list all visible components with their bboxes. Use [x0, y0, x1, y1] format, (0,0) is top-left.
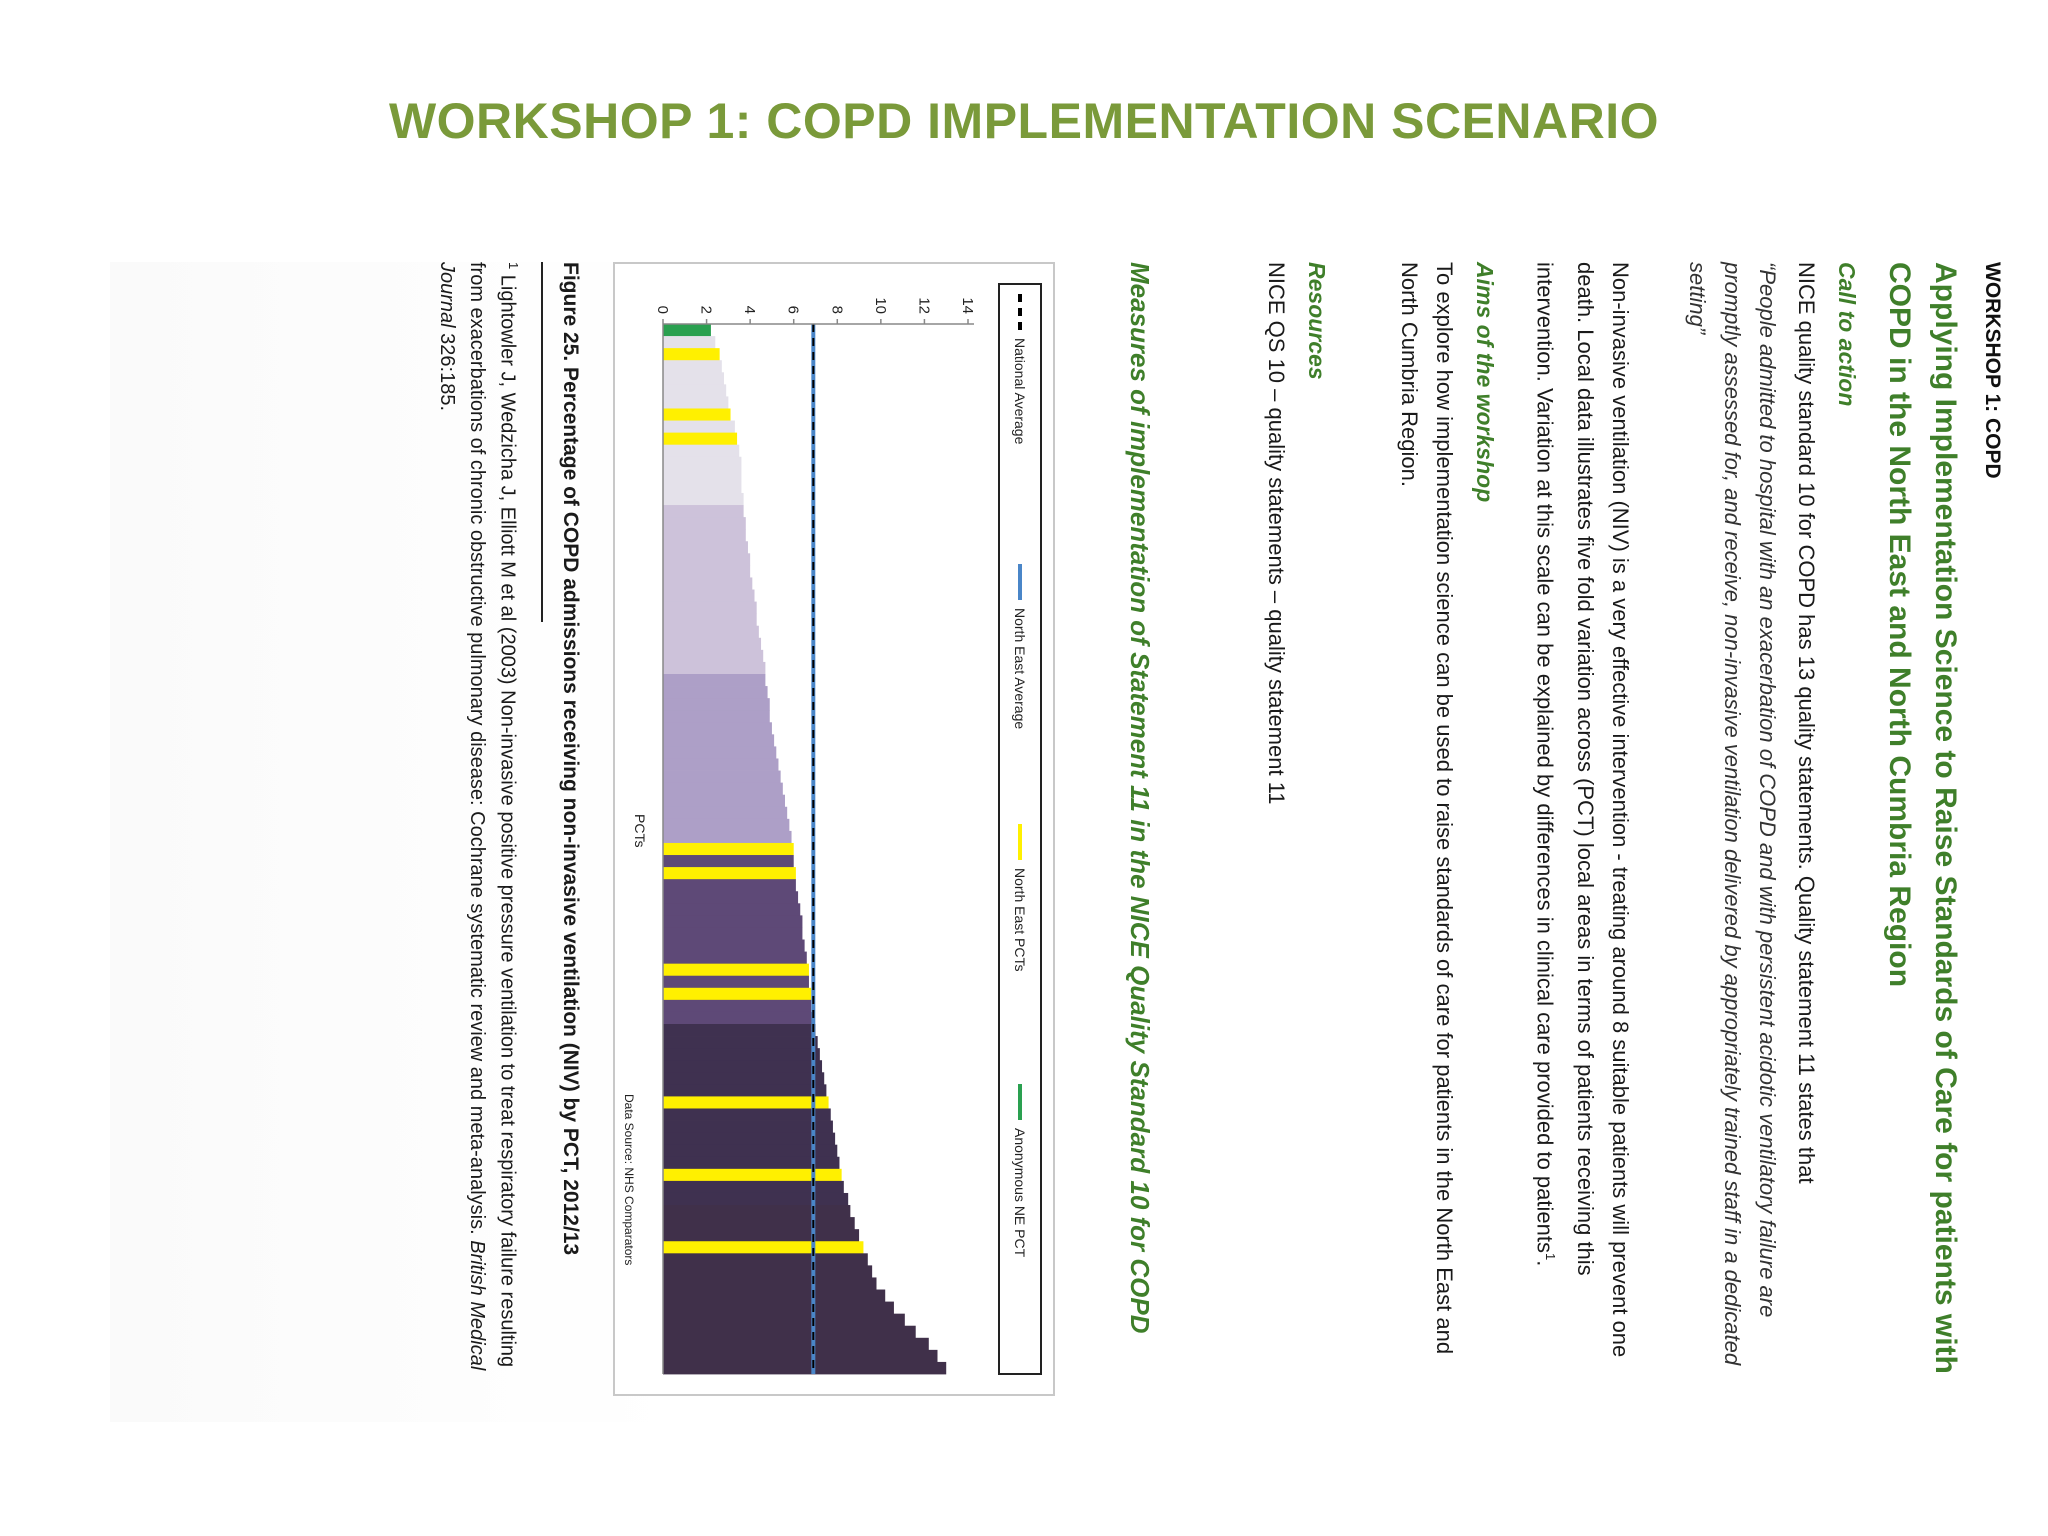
pct-bar [663, 1265, 872, 1277]
chart-bars [663, 324, 946, 1374]
pct-bar [663, 710, 770, 722]
footnote [432, 262, 528, 1392]
quality-statement-quote: “People admitted to hospital with an exacerbation of COPD and with persistent acidotic ventilatory failure are promptly assessed for, and receive, non-invasive ventilation delivered by appropriately trained staff in a dedicated setting” [1685, 262, 1780, 1366]
pct-bar [663, 1205, 850, 1217]
chart-source-note: Data Source: NHS Comparators [622, 1094, 636, 1266]
pct-bar [663, 1121, 833, 1133]
pct-bar [663, 372, 724, 384]
legend-label: National Average [1012, 338, 1028, 445]
pct-bar [663, 1338, 929, 1350]
pct-bar [663, 1012, 813, 1024]
pct-bar [663, 746, 776, 758]
pct-bar [663, 1314, 905, 1326]
pct-bar [663, 445, 739, 457]
y-tick-label: 8 [828, 305, 846, 314]
pct-bar [663, 590, 755, 602]
pct-bar [663, 976, 809, 988]
pct-bar [663, 952, 807, 964]
footnote-ref: 1 [1543, 1253, 1558, 1261]
pct-bar [663, 674, 765, 686]
pct-bar [663, 457, 741, 469]
figure-caption: Figure 25. Percentage of COPD admissions receiving non-invasive ventilation (NIV) by PCT, 2012/13 [559, 262, 582, 1256]
pct-bar [663, 469, 741, 481]
pct-bar [663, 771, 781, 783]
pct-bar [663, 1290, 885, 1302]
pct-bar [663, 493, 744, 505]
footnote-divider [541, 262, 543, 622]
niv-paragraph [1528, 262, 1638, 1392]
legend-label: North East PCTs [1012, 868, 1028, 972]
pct-bar [663, 336, 715, 348]
niv-chart-svg [615, 264, 1053, 1394]
pct-bar [663, 384, 726, 396]
pct-bar [663, 1229, 859, 1241]
north-east-pct-bar [663, 1096, 829, 1108]
pct-bar [663, 1145, 837, 1157]
pct-bar [663, 1072, 824, 1084]
pct-bar [663, 819, 789, 831]
niv-chart [613, 262, 1055, 1396]
pct-bar [663, 1193, 848, 1205]
pct-bar [663, 795, 785, 807]
pct-bar [663, 565, 750, 577]
niv-paragraph-end: . [1532, 1260, 1558, 1267]
y-tick-label: 12 [915, 297, 933, 314]
north-east-pct-bar [663, 348, 720, 360]
pct-bar [663, 903, 800, 915]
pct-bar [663, 783, 783, 795]
resources-heading: Resources [1304, 262, 1330, 380]
pct-bar [663, 553, 750, 565]
pct-bar [663, 1048, 820, 1060]
pct-bar [663, 1133, 835, 1145]
north-east-pct-bar [663, 867, 796, 879]
pct-bar [663, 1362, 946, 1374]
pct-bar [663, 1181, 844, 1193]
document-title: Applying Implementation Science to Raise Standards of Care for patients with COPD in the North East and North Cumbria Region [1883, 262, 1962, 1374]
pct-bar [663, 1217, 855, 1229]
pct-bar [663, 602, 757, 614]
aims-text: To explore how implementation science can be used to raise standards of care for patients in the North East and North Cumbria Region. [1397, 262, 1457, 1355]
pct-bar [663, 1326, 916, 1338]
pct-bar [663, 686, 768, 698]
slide-title: WORKSHOP 1: COPD IMPLEMENTATION SCENARIO [388, 93, 1660, 149]
pct-bar [663, 638, 761, 650]
pct-bar [663, 529, 746, 541]
pct-bar [663, 481, 741, 493]
pct-bar [663, 1084, 826, 1096]
north-east-pct-bar [663, 408, 731, 420]
rotated-document-page [110, 262, 2010, 1422]
pct-bar [663, 855, 794, 867]
y-tick-label: 10 [871, 297, 889, 314]
pct-bar [663, 1350, 938, 1362]
chart-x-label: PCTs [632, 814, 648, 848]
y-tick-label: 6 [784, 305, 802, 314]
north-east-pct-bar [663, 988, 811, 1000]
pct-bar [663, 1000, 811, 1012]
pct-bar [663, 915, 802, 927]
y-tick-label: 2 [697, 305, 715, 314]
call-to-action-text: NICE quality standard 10 for COPD has 13 quality statements. Quality statement 11 states that [1794, 262, 1819, 1184]
legend-label: North East Average [1012, 608, 1028, 730]
pct-bar [663, 517, 746, 529]
y-tick-label: 0 [654, 305, 671, 314]
north-east-pct-bar [663, 964, 809, 976]
y-tick-label: 14 [959, 297, 976, 314]
pct-bar [663, 662, 765, 674]
footnote-text: Lightowler J, Wedzicha J, Elliott M et al (2003) Non-invasive positive pressure ventilation to treat respiratory failure resulting from exacerbations of chronic obstructive pulmonary disease: Cochrane systematic review and meta-analysis. [466, 262, 519, 1368]
pct-bar [663, 1108, 831, 1120]
pct-bar [663, 1253, 868, 1265]
pct-bar [663, 577, 752, 589]
pct-bar [663, 927, 802, 939]
pct-bar [663, 626, 759, 638]
footnote-journal: British Medical Journal [436, 262, 489, 1371]
pct-bar [663, 614, 757, 626]
footnote-number: 1 [506, 262, 521, 270]
pct-bar [663, 734, 774, 746]
north-east-pct-bar [663, 843, 794, 855]
pct-bar [663, 940, 805, 952]
pct-bar [663, 722, 772, 734]
pct-bar [663, 807, 787, 819]
pct-bar [663, 396, 728, 408]
pct-bar [663, 879, 796, 891]
north-east-pct-bar [663, 433, 737, 445]
pct-bar [663, 1277, 877, 1289]
call-to-action-heading: Call to action [1834, 262, 1860, 407]
measures-heading: Measures of implementation of Statement 11 in the NICE Quality Standard 10 for COPD [1125, 262, 1155, 1334]
aims-heading: Aims of the workshop [1472, 262, 1498, 503]
y-tick-label: 4 [741, 305, 759, 314]
pct-bar [663, 360, 722, 372]
footnote-end: 326:185. [436, 327, 459, 412]
pct-bar [663, 650, 763, 662]
pct-bar [663, 505, 744, 517]
pct-bar [663, 758, 778, 770]
anonymous-ne-pct-bar [663, 324, 711, 336]
pct-bar [663, 1024, 816, 1036]
pct-bar [663, 421, 735, 433]
pct-bar [663, 698, 770, 710]
pct-bar [663, 1302, 894, 1314]
pct-bar [663, 1036, 818, 1048]
resources-text: NICE QS 10 – quality statements – quality statement 11 [1264, 262, 1289, 805]
document-header: WORKSHOP 1: COPD [1981, 262, 2004, 479]
north-east-pct-bar [663, 1241, 863, 1253]
pct-bar [663, 831, 792, 843]
chart-legend [999, 284, 1041, 1374]
niv-paragraph-text: Non-invasive ventilation (NIV) is a very effective intervention - treating around 8 suitable patients will prevent one death. Local data illustrates five fold variation across (PCT) local areas in terms of patients receiving this intervention. Variation at this scale can be explained by differences in clinical care provided to patients [1532, 262, 1633, 1358]
pct-bar [663, 891, 798, 903]
pct-bar [663, 541, 748, 553]
legend-label: Anonymous NE PCT [1012, 1128, 1028, 1258]
pct-bar [663, 1060, 822, 1072]
